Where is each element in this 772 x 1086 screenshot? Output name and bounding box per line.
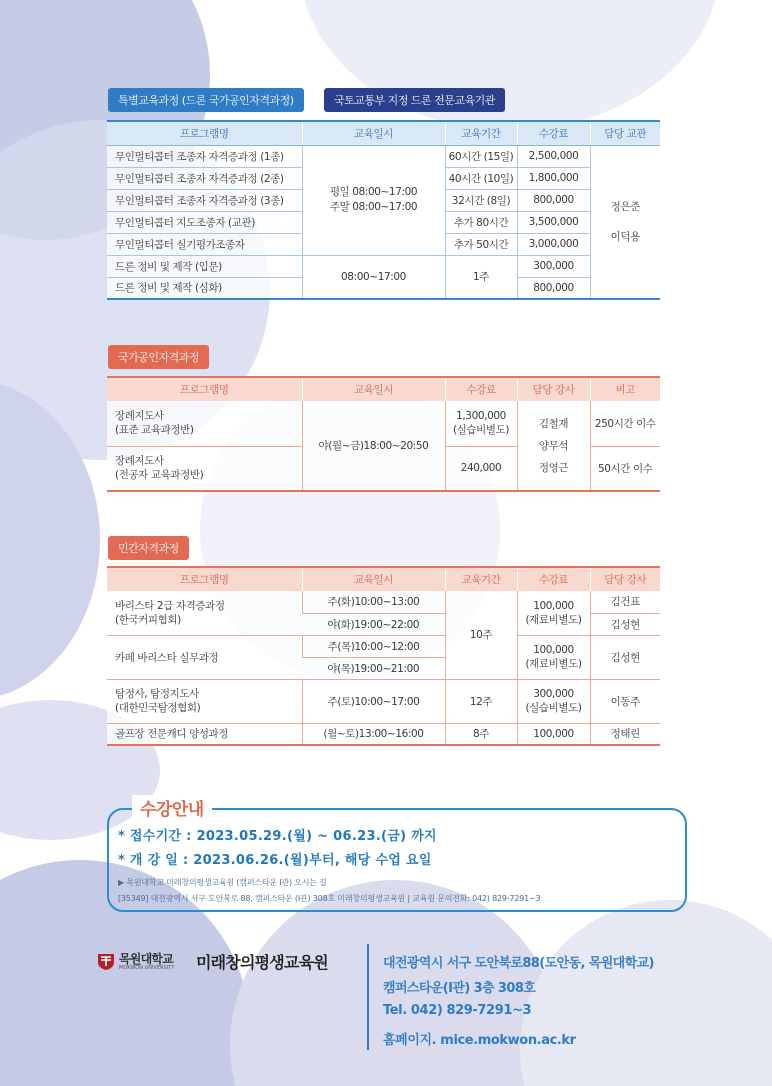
program-name: 카페 바리스타 실무과정	[107, 635, 302, 679]
col-header: 교육일시	[302, 377, 445, 401]
note: 250시간 이수	[590, 401, 660, 446]
program-name: 무인멀티콥터 조종자 자격증과정 (3종)	[107, 189, 302, 211]
fee-note: (재료비별도)	[525, 613, 582, 626]
col-header: 담당 강사	[517, 377, 590, 401]
col-header: 수강료	[445, 377, 517, 401]
program-title: 탐정사, 탐정지도사	[115, 688, 199, 700]
period: 8주	[445, 723, 517, 745]
program-name: 무인멀티콥터 실기평가조종자	[107, 233, 302, 255]
schedule: 야(목)19:00~21:00	[302, 657, 445, 679]
program-sub: (한국커피협회)	[115, 613, 181, 626]
lecturer-name: 정영근	[538, 461, 569, 474]
application-period: * 접수기간 : 2023.05.29.(월) ~ 06.23.(금) 까지	[118, 829, 437, 844]
fee: 300,000	[517, 255, 590, 277]
fee: 3,500,000	[517, 211, 590, 233]
fee-amount: 100,000	[533, 599, 574, 612]
period: 10주	[445, 591, 517, 679]
period: 40시간 (10일)	[445, 167, 517, 189]
univ-name-en: MOKWON UNIVERSITY	[119, 965, 175, 971]
col-header: 수강료	[517, 121, 590, 145]
schedule-weekday: 평일 08:00~17:00	[329, 186, 418, 198]
schedule: 주(화)10:00~13:00	[302, 591, 445, 613]
fee-amount: 300,000	[533, 688, 574, 700]
period: 12주	[445, 679, 517, 723]
fee	[445, 401, 517, 446]
lecturer-name: 양무석	[538, 439, 569, 452]
instructor-name: 정은준	[610, 200, 640, 213]
table-row	[107, 591, 660, 613]
col-header: 비고	[590, 377, 660, 401]
table-row	[107, 145, 660, 167]
fee: 1,800,000	[517, 167, 590, 189]
private-course-table	[107, 566, 660, 746]
footer-divider	[367, 944, 369, 1050]
fee: 800,000	[517, 277, 590, 299]
fee: 100,000	[517, 723, 590, 745]
lecturer: 김건표	[590, 591, 660, 613]
lecturer: 이동주	[590, 679, 660, 723]
fee	[517, 591, 590, 635]
program-name	[107, 679, 302, 723]
col-header: 담당 교관	[590, 121, 660, 145]
lecturer: 정태린	[590, 723, 660, 745]
fee-amount: 1,300,000	[456, 410, 506, 423]
col-header: 프로그램명	[107, 567, 302, 591]
period: 추가 50시간	[445, 233, 517, 255]
program-name: 무인멀티콥터 지도조종자 (교관)	[107, 211, 302, 233]
footer-address2: 캠퍼스타운(I관) 3층 308호	[383, 981, 536, 996]
fee-note: (재료비별도)	[525, 658, 582, 670]
table-row	[107, 255, 660, 277]
program-name: 드론 정비 및 제작 (입문)	[107, 255, 302, 277]
emblem-icon	[96, 951, 116, 971]
section1-tag: 특별교육과정 (드론 국가공인자격과정)	[108, 88, 304, 112]
directions-title: ▶ 목원대학교 미래창의평생교육원 (캠퍼스타운 I관) 오시는 길	[118, 878, 327, 887]
fee	[517, 679, 590, 723]
table-row	[107, 679, 660, 723]
fee-note: (실습비별도)	[452, 424, 510, 437]
fee: 800,000	[517, 189, 590, 211]
schedule-cell	[302, 145, 445, 255]
schedule-weekend: 주말 08:00~17:00	[329, 201, 418, 213]
col-header: 프로그램명	[107, 121, 302, 145]
program-name: 골프장 전문캐디 양성과정	[107, 723, 302, 745]
program-name: 드론 정비 및 제작 (심화)	[107, 277, 302, 299]
institute-name: 미래창의평생교육원	[196, 953, 328, 972]
col-header: 교육기간	[445, 121, 517, 145]
col-header: 담당 강사	[590, 567, 660, 591]
program-title: 장례지도사	[115, 455, 164, 468]
section1-tag2: 국토교통부 지정 드론 전문교육기관	[324, 88, 505, 112]
table-row	[107, 723, 660, 745]
program-name: 무인멀티콥터 조종자 자격증과정 (1종)	[107, 145, 302, 167]
col-header: 교육기간	[445, 567, 517, 591]
schedule-cell: 08:00~17:00	[302, 255, 445, 299]
lecturer-cell	[517, 401, 590, 491]
schedule: 야(화)19:00~22:00	[302, 613, 445, 635]
lecturer: 김성현	[590, 635, 660, 679]
program-name	[107, 401, 302, 446]
schedule: (월~토)13:00~16:00	[302, 723, 445, 745]
start-date: * 개 강 일 : 2023.06.26.(월)부터, 해당 수업 요일	[118, 853, 432, 868]
period: 1주	[445, 255, 517, 299]
fee: 2,500,000	[517, 145, 590, 167]
fee-amount: 100,000	[533, 644, 574, 656]
schedule: 주(토)10:00~17:00	[302, 679, 445, 723]
col-header: 교육일시	[302, 567, 445, 591]
period: 32시간 (8일)	[445, 189, 517, 211]
period: 60시간 (15일)	[445, 145, 517, 167]
program-name	[107, 446, 302, 491]
instructor-name: 이덕용	[610, 230, 640, 243]
schedule-cell: 야(월~금)18:00~20:50	[302, 401, 445, 491]
col-header: 프로그램명	[107, 377, 302, 401]
fee: 240,000	[445, 446, 517, 491]
program-sub: (표준 교육과정반)	[115, 424, 194, 437]
period: 추가 80시간	[445, 211, 517, 233]
national-course-table	[107, 376, 660, 492]
bg-circle-bottom-right	[520, 900, 772, 1086]
lecturer: 김성현	[590, 613, 660, 635]
table-row	[107, 401, 660, 446]
footer-homepage[interactable]: 홈페이지. mice.mokwon.ac.kr	[383, 1033, 576, 1048]
fee: 3,000,000	[517, 233, 590, 255]
special-course-table	[107, 120, 660, 300]
program-sub: (전공자 교육과정반)	[115, 469, 204, 482]
program-title: 바리스타 2급 자격증과정	[115, 599, 225, 612]
program-name: 무인멀티콥터 조종자 자격증과정 (2종)	[107, 167, 302, 189]
footer-tel: Tel. 042) 829-7291~3	[383, 1003, 532, 1018]
program-name	[107, 591, 302, 635]
program-title: 장례지도사	[115, 410, 164, 423]
info-title: 수강안내	[132, 795, 212, 820]
fee	[517, 635, 590, 679]
col-header: 수강료	[517, 567, 590, 591]
section2-tag: 국가공인자격과정	[108, 345, 209, 369]
lecturer-name: 김철재	[538, 417, 569, 430]
univ-logo	[96, 951, 116, 971]
univ-name: 목원대학교	[119, 952, 173, 966]
note: 50시간 이수	[590, 446, 660, 491]
directions-address: [35349] 대전광역시 서구 도안북로 88, 캠퍼스타운 (I관) 308호 미래창의평생교육원 | 교육원 문의전화: 042) 829-7291~3	[118, 894, 541, 903]
table-row	[107, 635, 660, 657]
col-header: 교육일시	[302, 121, 445, 145]
instructor-cell	[590, 145, 660, 299]
fee-note: (실습비별도)	[525, 702, 582, 714]
schedule: 주(목)10:00~12:00	[302, 635, 445, 657]
footer-address1: 대전광역시 서구 도안북로88(도안동, 목원대학교)	[383, 956, 654, 971]
section3-tag: 민간자격과정	[108, 536, 189, 560]
program-sub: (대한민국탐정협회)	[115, 702, 201, 714]
